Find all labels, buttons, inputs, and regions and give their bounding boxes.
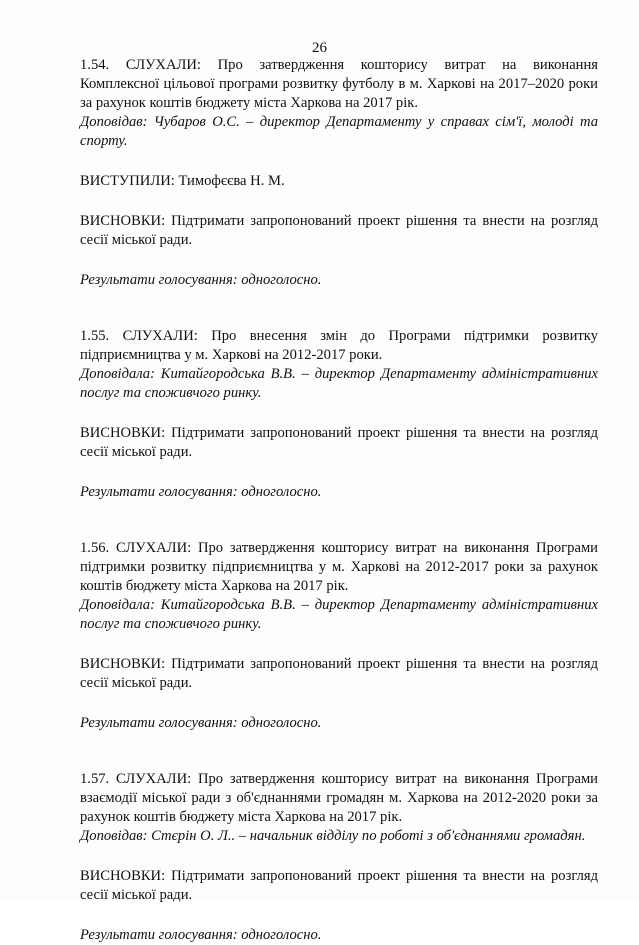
reporter-text: Доповідала: Китайгородська В.В. – директор Департаменту адміністративних послуг та споживчого ринку. bbox=[80, 597, 598, 632]
heard-line: 1.56. СЛУХАЛИ: Про затвердження кошторису витрат на виконання Програми bbox=[80, 540, 598, 556]
heard-text: взаємодії міської ради з об'єднаннями громадян м. Харкова на 2012-2020 роки за рахунок коштів бюджету міста Харкова на 2017 рік. bbox=[80, 790, 598, 825]
voting-result: Результати голосування: одноголосно. bbox=[80, 715, 322, 731]
protocol-item-1-54 bbox=[80, 56, 598, 290]
conclusion-text: ВИСНОВКИ: Підтримати запропонований проект рішення та внести на розгляд сесії міської ради. bbox=[80, 213, 598, 248]
conclusion-text: ВИСНОВКИ: Підтримати запропонований проект рішення та внести на розгляд сесії міської ради. bbox=[80, 656, 598, 691]
protocol-item-1-56 bbox=[80, 539, 598, 733]
protocol-content bbox=[80, 56, 598, 945]
protocol-item-1-57 bbox=[80, 770, 598, 945]
spoke-text: ВИСТУПИЛИ: Тимофєєва Н. М. bbox=[80, 173, 285, 189]
reporter-text: Доповідав: Чубаров О.С. – директор Департаменту у справах сім'ї, молоді та спорту. bbox=[80, 114, 598, 149]
heard-text: підтримки розвитку підприємництва у м. Харкові на 2012-2017 роки за рахунок коштів бюджету міста Харкова на 2017 рік. bbox=[80, 559, 598, 594]
heard-text: підприємництва у м. Харкові на 2012-2017 роки. bbox=[80, 347, 383, 363]
conclusion-text: ВИСНОВКИ: Підтримати запропонований проект рішення та внести на розгляд сесії міської ради. bbox=[80, 868, 598, 903]
heard-text: Комплексної цільової програми розвитку футболу в м. Харкові на 2017–2020 роки за рахунок коштів бюджету міста Харкова на 2017 рік. bbox=[80, 76, 598, 111]
voting-result: Результати голосування: одноголосно. bbox=[80, 272, 322, 288]
page-number: 26 bbox=[312, 40, 327, 56]
voting-result: Результати голосування: одноголосно. bbox=[80, 927, 322, 943]
reporter-text: Доповідала: Китайгородська В.В. – директор Департаменту адміністративних послуг та споживчого ринку. bbox=[80, 366, 598, 401]
reporter-text: Доповідав: Стєрін О. Л.. – начальник відділу по роботі з об'єднаннями громадян. bbox=[80, 828, 586, 844]
protocol-item-1-55 bbox=[80, 327, 598, 502]
conclusion-text: ВИСНОВКИ: Підтримати запропонований проект рішення та внести на розгляд сесії міської ради. bbox=[80, 425, 598, 460]
heard-line: 1.54. СЛУХАЛИ: Про затвердження кошторису витрат на виконання bbox=[80, 57, 598, 73]
voting-result: Результати голосування: одноголосно. bbox=[80, 484, 322, 500]
heard-line: 1.55. СЛУХАЛИ: Про внесення змін до Програми підтримки розвитку bbox=[80, 328, 598, 344]
heard-line: 1.57. СЛУХАЛИ: Про затвердження кошторису витрат на виконання Програми bbox=[80, 771, 598, 787]
